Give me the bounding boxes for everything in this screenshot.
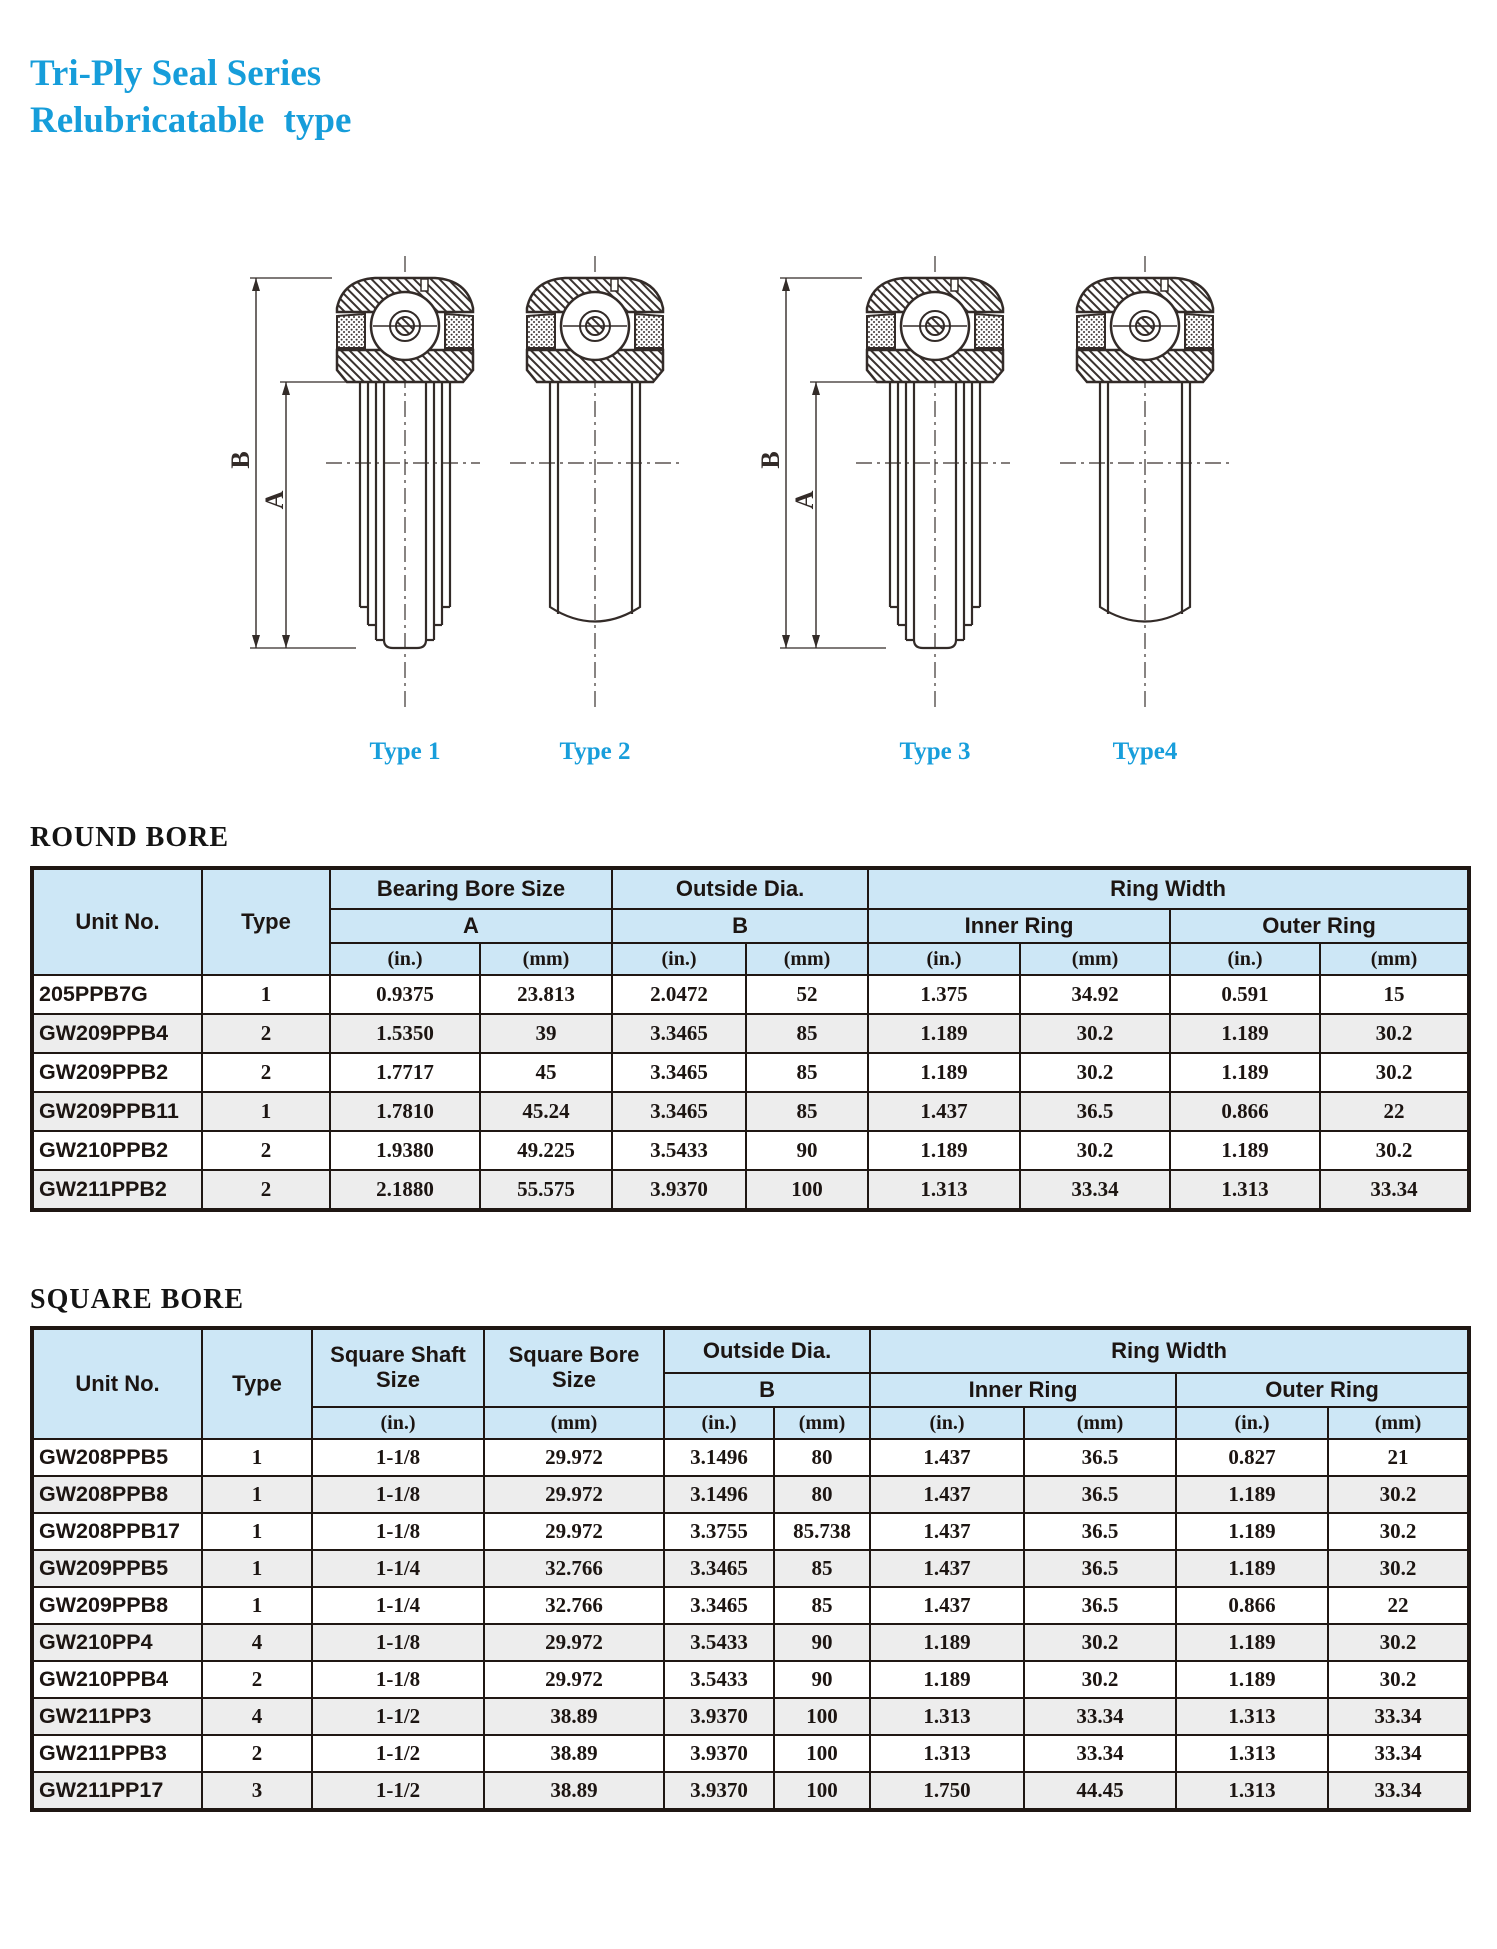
value-cell: 30.2 — [1024, 1624, 1176, 1661]
unit-no-cell: GW208PPB8 — [32, 1476, 202, 1513]
value-cell: 30.2 — [1320, 1053, 1469, 1092]
page-title-line2: Relubricatable type — [30, 100, 352, 142]
value-cell: 3.5433 — [612, 1131, 746, 1170]
value-cell: 3.3465 — [612, 1014, 746, 1053]
value-cell: 100 — [774, 1735, 870, 1772]
value-cell: 80 — [774, 1439, 870, 1476]
col-header-square-bore-size: Square Bore Size — [484, 1328, 664, 1407]
value-cell: 1.189 — [1176, 1661, 1328, 1698]
value-cell: 0.866 — [1170, 1092, 1320, 1131]
bearing-cross-section-type-4 — [1060, 248, 1230, 718]
value-cell: 30.2 — [1328, 1661, 1469, 1698]
unit-in: (in.) — [664, 1407, 774, 1439]
unit-mm: (mm) — [746, 943, 868, 975]
unit-no-cell: GW209PPB11 — [32, 1092, 202, 1131]
value-cell: 22 — [1328, 1587, 1469, 1624]
value-cell: 33.34 — [1328, 1772, 1469, 1810]
value-cell: 1.437 — [870, 1587, 1024, 1624]
value-cell: 2.1880 — [330, 1170, 480, 1210]
unit-no-cell: GW209PPB2 — [32, 1053, 202, 1092]
unit-no-cell: GW208PPB5 — [32, 1439, 202, 1476]
value-cell: 90 — [774, 1624, 870, 1661]
type-cell: 2 — [202, 1735, 312, 1772]
unit-mm: (mm) — [1024, 1407, 1176, 1439]
unit-no-cell: GW211PPB2 — [32, 1170, 202, 1210]
square-bore-section-title: SQUARE BORE — [30, 1284, 245, 1315]
value-cell: 1.437 — [868, 1092, 1020, 1131]
unit-mm: (mm) — [774, 1407, 870, 1439]
value-cell: 3.9370 — [664, 1735, 774, 1772]
value-cell: 33.34 — [1024, 1735, 1176, 1772]
col-header-bearing-bore-size: Bearing Bore Size — [330, 868, 612, 909]
table-row — [32, 1587, 1469, 1624]
value-cell: 30.2 — [1020, 1014, 1170, 1053]
value-cell: 1-1/8 — [312, 1513, 484, 1550]
table-row — [32, 1513, 1469, 1550]
value-cell: 1.189 — [870, 1624, 1024, 1661]
type-cell: 1 — [202, 1513, 312, 1550]
type-label-2: Type 2 — [559, 738, 631, 765]
value-cell: 38.89 — [484, 1698, 664, 1735]
value-cell: 1.437 — [870, 1476, 1024, 1513]
value-cell: 3.1496 — [664, 1476, 774, 1513]
table-row — [32, 1092, 1469, 1131]
value-cell: 85 — [746, 1014, 868, 1053]
value-cell: 30.2 — [1320, 1014, 1469, 1053]
value-cell: 85 — [774, 1587, 870, 1624]
col-header-inner-ring: Inner Ring — [870, 1373, 1176, 1407]
value-cell: 1.437 — [870, 1513, 1024, 1550]
value-cell: 52 — [746, 975, 868, 1014]
table-row — [32, 1698, 1469, 1735]
unit-mm: (mm) — [1320, 943, 1469, 975]
bearing-cross-section-type-3 — [770, 248, 1010, 718]
value-cell: 3.3755 — [664, 1513, 774, 1550]
table-row — [32, 1735, 1469, 1772]
value-cell: 36.5 — [1020, 1092, 1170, 1131]
table-row — [32, 1661, 1469, 1698]
unit-in: (in.) — [330, 943, 480, 975]
value-cell: 45 — [480, 1053, 612, 1092]
col-header-b: B — [664, 1373, 870, 1407]
unit-in: (in.) — [612, 943, 746, 975]
value-cell: 1.189 — [1176, 1550, 1328, 1587]
col-header-type: Type — [202, 868, 330, 975]
value-cell: 1.437 — [870, 1550, 1024, 1587]
type-cell: 2 — [202, 1053, 330, 1092]
value-cell: 1.7717 — [330, 1053, 480, 1092]
value-cell: 90 — [774, 1661, 870, 1698]
value-cell: 1.7810 — [330, 1092, 480, 1131]
value-cell: 3.9370 — [664, 1698, 774, 1735]
table-row — [32, 1624, 1469, 1661]
value-cell: 1-1/4 — [312, 1587, 484, 1624]
unit-no-cell: GW209PPB4 — [32, 1014, 202, 1053]
type-cell: 2 — [202, 1170, 330, 1210]
value-cell: 36.5 — [1024, 1550, 1176, 1587]
bearing-cross-section-type-1 — [240, 248, 480, 718]
unit-in: (in.) — [312, 1407, 484, 1439]
value-cell: 1-1/8 — [312, 1439, 484, 1476]
type-label-4: Type4 — [1112, 738, 1178, 765]
value-cell: 1-1/4 — [312, 1550, 484, 1587]
bearing-cross-section-type-2 — [510, 248, 680, 718]
unit-no-cell: GW210PPB2 — [32, 1131, 202, 1170]
table-row — [32, 1772, 1469, 1810]
value-cell: 1.189 — [868, 1131, 1020, 1170]
value-cell: 39 — [480, 1014, 612, 1053]
unit-no-cell: GW210PPB4 — [32, 1661, 202, 1698]
value-cell: 1-1/2 — [312, 1698, 484, 1735]
value-cell: 3.9370 — [612, 1170, 746, 1210]
value-cell: 0.9375 — [330, 975, 480, 1014]
value-cell: 100 — [774, 1772, 870, 1810]
col-header-unit-no: Unit No. — [32, 868, 202, 975]
type-cell: 1 — [202, 975, 330, 1014]
col-header-unit-no: Unit No. — [32, 1328, 202, 1439]
value-cell: 90 — [746, 1131, 868, 1170]
table-row — [32, 1014, 1469, 1053]
value-cell: 33.34 — [1024, 1698, 1176, 1735]
value-cell: 80 — [774, 1476, 870, 1513]
value-cell: 85 — [746, 1092, 868, 1131]
unit-no-cell: GW210PP4 — [32, 1624, 202, 1661]
unit-mm: (mm) — [1020, 943, 1170, 975]
value-cell: 30.2 — [1328, 1624, 1469, 1661]
value-cell: 85.738 — [774, 1513, 870, 1550]
value-cell: 1-1/8 — [312, 1624, 484, 1661]
unit-mm: (mm) — [484, 1407, 664, 1439]
value-cell: 0.591 — [1170, 975, 1320, 1014]
value-cell: 29.972 — [484, 1624, 664, 1661]
round-bore-section-title: ROUND BORE — [30, 822, 230, 853]
table-row — [32, 1439, 1469, 1476]
type-cell: 1 — [202, 1550, 312, 1587]
value-cell: 30.2 — [1328, 1550, 1469, 1587]
value-cell: 1.189 — [870, 1661, 1024, 1698]
unit-in: (in.) — [868, 943, 1020, 975]
type-cell: 4 — [202, 1698, 312, 1735]
value-cell: 36.5 — [1024, 1439, 1176, 1476]
type-cell: 1 — [202, 1587, 312, 1624]
col-header-a: A — [330, 909, 612, 943]
table-row — [32, 1476, 1469, 1513]
value-cell: 21 — [1328, 1439, 1469, 1476]
value-cell: 34.92 — [1020, 975, 1170, 1014]
table-row — [32, 1550, 1469, 1587]
value-cell: 38.89 — [484, 1772, 664, 1810]
value-cell: 1.313 — [1170, 1170, 1320, 1210]
value-cell: 1.313 — [870, 1698, 1024, 1735]
value-cell: 3.9370 — [664, 1772, 774, 1810]
type-cell: 4 — [202, 1624, 312, 1661]
value-cell: 30.2 — [1020, 1053, 1170, 1092]
unit-no-cell: GW209PPB8 — [32, 1587, 202, 1624]
value-cell: 1.375 — [868, 975, 1020, 1014]
col-header-ring-width: Ring Width — [868, 868, 1469, 909]
value-cell: 1.750 — [870, 1772, 1024, 1810]
unit-no-cell: GW211PP3 — [32, 1698, 202, 1735]
value-cell: 1.189 — [1170, 1131, 1320, 1170]
page-title-line1: Tri-Ply Seal Series — [30, 53, 322, 94]
value-cell: 1.313 — [1176, 1735, 1328, 1772]
table-row — [32, 975, 1469, 1014]
dim-label-b-type3: B — [756, 451, 785, 469]
value-cell: 32.766 — [484, 1550, 664, 1587]
value-cell: 36.5 — [1024, 1587, 1176, 1624]
value-cell: 1.189 — [1170, 1014, 1320, 1053]
value-cell: 1-1/2 — [312, 1735, 484, 1772]
value-cell: 33.34 — [1020, 1170, 1170, 1210]
type-label-1: Type 1 — [369, 738, 441, 765]
col-header-b: B — [612, 909, 868, 943]
value-cell: 36.5 — [1024, 1513, 1176, 1550]
value-cell: 3.3465 — [612, 1092, 746, 1131]
value-cell: 1.313 — [870, 1735, 1024, 1772]
value-cell: 49.225 — [480, 1131, 612, 1170]
type-cell: 3 — [202, 1772, 312, 1810]
page-title — [30, 50, 351, 145]
value-cell: 1.189 — [868, 1053, 1020, 1092]
value-cell: 23.813 — [480, 975, 612, 1014]
value-cell: 0.827 — [1176, 1439, 1328, 1476]
table-row — [32, 1131, 1469, 1170]
value-cell: 36.5 — [1024, 1476, 1176, 1513]
col-header-outer-ring: Outer Ring — [1170, 909, 1469, 943]
value-cell: 1.189 — [868, 1014, 1020, 1053]
value-cell: 1.189 — [1176, 1624, 1328, 1661]
value-cell: 30.2 — [1020, 1131, 1170, 1170]
unit-no-cell: GW209PPB5 — [32, 1550, 202, 1587]
value-cell: 29.972 — [484, 1439, 664, 1476]
value-cell: 55.575 — [480, 1170, 612, 1210]
value-cell: 3.3465 — [664, 1587, 774, 1624]
value-cell: 15 — [1320, 975, 1469, 1014]
value-cell: 3.5433 — [664, 1624, 774, 1661]
value-cell: 3.3465 — [612, 1053, 746, 1092]
round-bore-table — [30, 866, 1471, 1212]
value-cell: 0.866 — [1176, 1587, 1328, 1624]
value-cell: 22 — [1320, 1092, 1469, 1131]
unit-no-cell: GW211PP17 — [32, 1772, 202, 1810]
unit-no-cell: 205PPB7G — [32, 975, 202, 1014]
unit-in: (in.) — [1176, 1407, 1328, 1439]
value-cell: 85 — [746, 1053, 868, 1092]
value-cell: 30.2 — [1024, 1661, 1176, 1698]
table-row — [32, 1053, 1469, 1092]
unit-no-cell: GW211PPB3 — [32, 1735, 202, 1772]
value-cell: 1.313 — [1176, 1698, 1328, 1735]
value-cell: 1.189 — [1170, 1053, 1320, 1092]
value-cell: 3.5433 — [664, 1661, 774, 1698]
value-cell: 1.189 — [1176, 1476, 1328, 1513]
value-cell: 32.766 — [484, 1587, 664, 1624]
value-cell: 33.34 — [1328, 1698, 1469, 1735]
type-cell: 1 — [202, 1439, 312, 1476]
value-cell: 38.89 — [484, 1735, 664, 1772]
col-header-type: Type — [202, 1328, 312, 1439]
value-cell: 100 — [774, 1698, 870, 1735]
value-cell: 1.9380 — [330, 1131, 480, 1170]
dim-label-b-type1: B — [226, 451, 255, 469]
col-header-outer-ring: Outer Ring — [1176, 1373, 1469, 1407]
value-cell: 1.313 — [868, 1170, 1020, 1210]
square-bore-table — [30, 1326, 1471, 1812]
type-cell: 1 — [202, 1476, 312, 1513]
value-cell: 29.972 — [484, 1476, 664, 1513]
value-cell: 1.313 — [1176, 1772, 1328, 1810]
value-cell: 1-1/2 — [312, 1772, 484, 1810]
value-cell: 30.2 — [1328, 1476, 1469, 1513]
value-cell: 33.34 — [1320, 1170, 1469, 1210]
value-cell: 44.45 — [1024, 1772, 1176, 1810]
value-cell: 1.437 — [870, 1439, 1024, 1476]
value-cell: 2.0472 — [612, 975, 746, 1014]
unit-in: (in.) — [870, 1407, 1024, 1439]
unit-no-cell: GW208PPB17 — [32, 1513, 202, 1550]
col-header-ring-width: Ring Width — [870, 1328, 1469, 1373]
value-cell: 85 — [774, 1550, 870, 1587]
value-cell: 29.972 — [484, 1513, 664, 1550]
value-cell: 1.5350 — [330, 1014, 480, 1053]
type-label-3: Type 3 — [899, 738, 971, 765]
col-header-outside-dia: Outside Dia. — [612, 868, 868, 909]
dim-label-a-type3: A — [790, 490, 819, 510]
unit-in: (in.) — [1170, 943, 1320, 975]
type-cell: 2 — [202, 1661, 312, 1698]
type-cell: 2 — [202, 1131, 330, 1170]
value-cell: 1-1/8 — [312, 1661, 484, 1698]
value-cell: 45.24 — [480, 1092, 612, 1131]
type-cell: 2 — [202, 1014, 330, 1053]
dim-label-a-type1: A — [260, 490, 289, 510]
unit-mm: (mm) — [1328, 1407, 1469, 1439]
value-cell: 30.2 — [1328, 1513, 1469, 1550]
table-row — [32, 1170, 1469, 1210]
col-header-square-shaft-size: Square Shaft Size — [312, 1328, 484, 1407]
value-cell: 1.189 — [1176, 1513, 1328, 1550]
value-cell: 3.1496 — [664, 1439, 774, 1476]
value-cell: 33.34 — [1328, 1735, 1469, 1772]
value-cell: 3.3465 — [664, 1550, 774, 1587]
unit-mm: (mm) — [480, 943, 612, 975]
type-cell: 1 — [202, 1092, 330, 1131]
value-cell: 100 — [746, 1170, 868, 1210]
col-header-outside-dia: Outside Dia. — [664, 1328, 870, 1373]
value-cell: 1-1/8 — [312, 1476, 484, 1513]
value-cell: 30.2 — [1320, 1131, 1469, 1170]
value-cell: 29.972 — [484, 1661, 664, 1698]
col-header-inner-ring: Inner Ring — [868, 909, 1170, 943]
